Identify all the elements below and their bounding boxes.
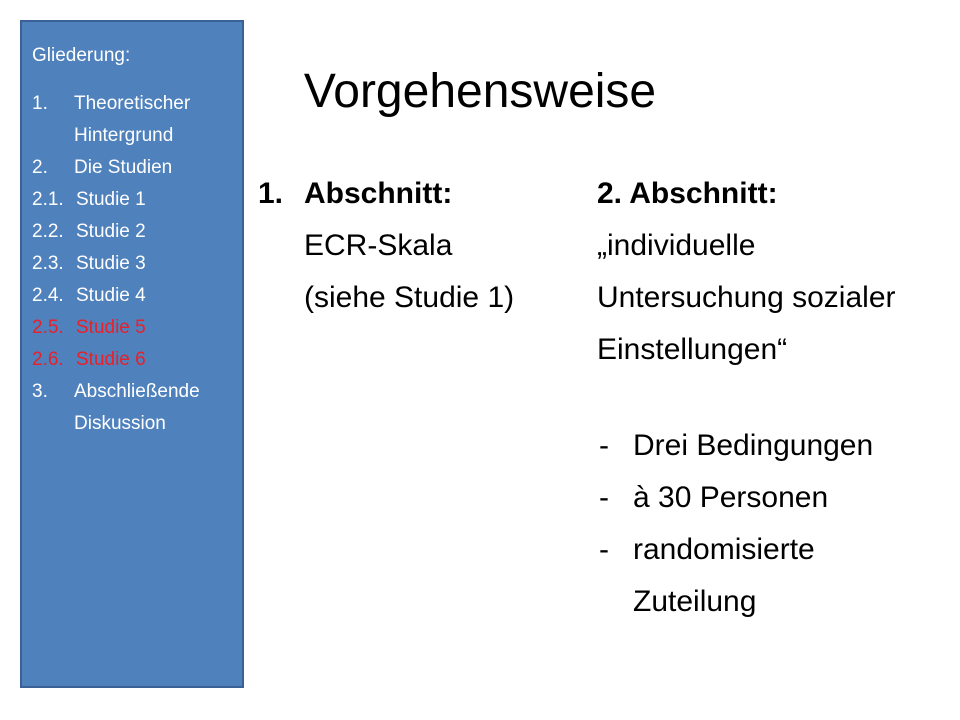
bullet-text: randomisierte — [633, 533, 815, 566]
outline-item-2-3 — [32, 248, 234, 280]
outline-item-2 — [32, 152, 234, 184]
outline-item-label: Theoretischer — [74, 93, 191, 114]
bullet-item — [597, 472, 947, 524]
bullet-text: à 30 Personen — [633, 481, 829, 514]
outline-item-number: 2.4. — [32, 285, 64, 306]
outline-item-number: 2.1. — [32, 189, 64, 210]
outline-item-label: Studie 5 — [76, 317, 146, 338]
slide-title: Vorgehensweise — [303, 65, 657, 118]
outline-item-number: 2. — [32, 157, 48, 178]
section-1-number: 1. — [258, 177, 284, 210]
section-1 — [258, 168, 578, 324]
outline-item-label: Studie 2 — [76, 221, 146, 242]
section-1-line: ECR-Skala — [304, 229, 453, 262]
bullet-item — [597, 420, 947, 472]
outline-item-number: 3. — [32, 381, 48, 402]
outline-item-number: 2.2. — [32, 221, 64, 242]
outline-item-number: 2.3. — [32, 253, 64, 274]
outline-item-continuation: Hintergrund — [74, 125, 174, 146]
outline-heading: Gliederung: — [32, 45, 131, 66]
outline-item-3 — [32, 376, 234, 440]
outline-item-2-2 — [32, 216, 234, 248]
bullet-dash: - — [599, 533, 609, 566]
outline-item-label: Studie 3 — [76, 253, 146, 274]
outline-item-2-5 — [32, 312, 234, 344]
bullet-dash: - — [599, 429, 609, 462]
bullet-continuation: Zuteilung — [633, 585, 757, 618]
outline-item-label: Studie 6 — [76, 349, 146, 370]
section-2 — [597, 168, 947, 628]
bullet-text: Drei Bedingungen — [633, 429, 874, 462]
section-1-heading-row — [258, 168, 578, 220]
outline-item-2-6 — [32, 344, 234, 376]
outline-item-number: 2.6. — [32, 349, 64, 370]
section-1-line: (siehe Studie 1) — [304, 281, 515, 314]
spacer — [597, 376, 947, 420]
outline-item-label: Studie 4 — [76, 285, 146, 306]
outline-item-label: Die Studien — [74, 157, 173, 178]
section-2-line: Einstellungen“ — [597, 333, 788, 366]
outline-item-label: Studie 1 — [76, 189, 146, 210]
outline-item-continuation: Diskussion — [74, 413, 166, 434]
section-2-line: „individuelle — [597, 229, 756, 262]
outline-item-2-1 — [32, 184, 234, 216]
outline-item-number: 2.5. — [32, 317, 64, 338]
bullet-dash: - — [599, 481, 609, 514]
bullet-item — [597, 524, 947, 628]
section-2-line: Untersuchung sozialer — [597, 281, 896, 314]
section-1-heading: Abschnitt: — [304, 177, 453, 210]
outline-item-number: 1. — [32, 93, 48, 114]
section-2-heading: 2. Abschnitt: — [597, 177, 778, 210]
outline-item-2-4 — [32, 280, 234, 312]
outline-item-label: Abschließende — [74, 381, 200, 402]
